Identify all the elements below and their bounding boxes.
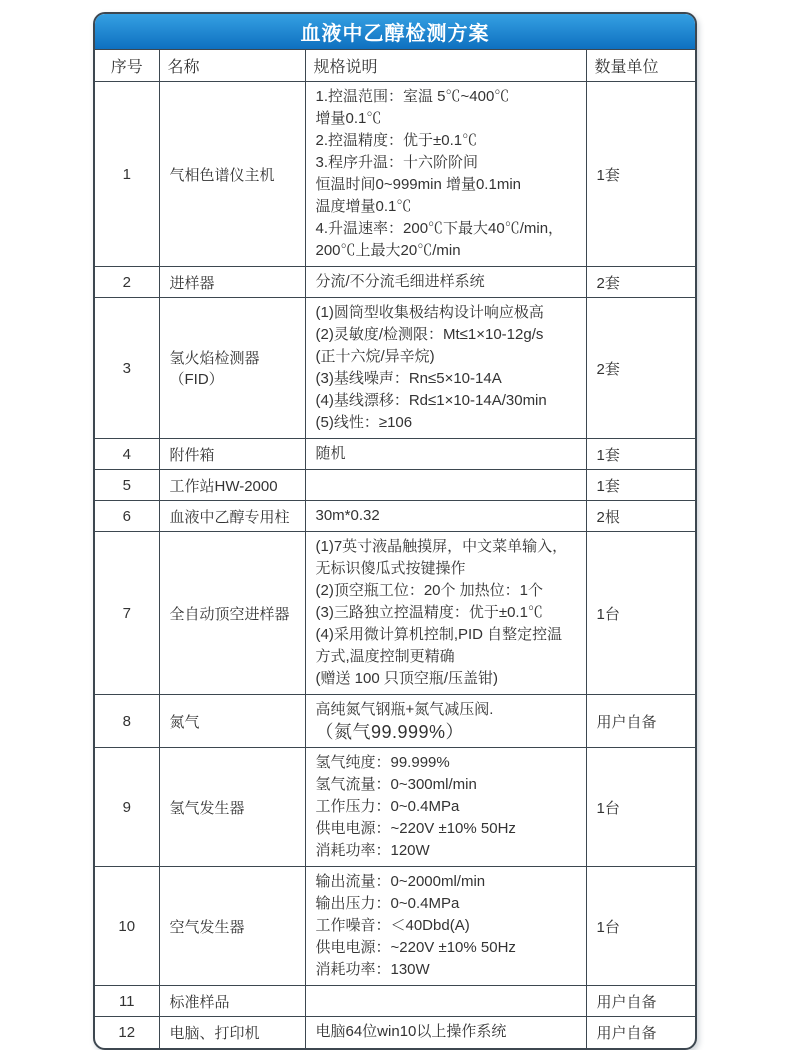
row-qty-cell: 2套: [586, 267, 697, 298]
row-spec-cell: [305, 267, 586, 298]
spec-line: 4.升温速率：200℃下最大40℃/min，: [315, 220, 564, 237]
table-row: [95, 695, 697, 748]
row-no-cell: 9: [95, 748, 159, 867]
spec-line: 温度增量0.1℃: [315, 198, 412, 215]
row-qty-cell: 1台: [586, 748, 697, 867]
row-name-cell: 标准样品: [159, 986, 305, 1017]
row-no-cell: 6: [95, 501, 159, 532]
spec-line: 2.控温精度：优于±0.1℃: [315, 132, 478, 149]
row-name-cell: 气相色谱仪主机: [159, 82, 305, 267]
spec-table-card: [93, 12, 697, 1050]
spec-line: 电脑64位win10以上操作系统: [315, 1023, 507, 1041]
table-row: [95, 439, 697, 470]
spec-line: 输出流量：0~2000ml/min: [315, 873, 486, 890]
row-name-cell: 工作站HW-2000: [159, 470, 305, 501]
row-spec-cell: [305, 748, 586, 867]
row-no-cell: 7: [95, 532, 159, 695]
spec-line: 200℃上最大20℃/min: [315, 242, 461, 259]
row-spec-cell: [305, 532, 586, 695]
row-qty-cell: 用户自备: [586, 695, 697, 748]
row-qty-cell: 1套: [586, 470, 697, 501]
table-row: [95, 867, 697, 986]
spec-line: (2)灵敏度/检测限：Mt≤1×10-12g/s: [315, 326, 544, 343]
row-no-cell: 1: [95, 82, 159, 267]
spec-line: 消耗功率：120W: [315, 842, 430, 859]
row-no-cell: 12: [95, 1017, 159, 1048]
row-spec-cell: [305, 439, 586, 470]
table-title-bar: [95, 14, 695, 50]
spec-line: 工作噪音：＜40Dbd(A): [315, 917, 470, 934]
row-no-cell: 3: [95, 298, 159, 439]
row-qty-cell: 2套: [586, 298, 697, 439]
row-name-cell: 电脑、打印机: [159, 1017, 305, 1048]
column-header-qty: 数量单位: [586, 50, 697, 82]
row-name-cell: 空气发生器: [159, 867, 305, 986]
column-header-name: 名称: [159, 50, 305, 82]
spec-line: (3)三路独立控温精度：优于±0.1℃: [315, 604, 543, 621]
spec-line: 工作压力：0~0.4MPa: [315, 798, 460, 815]
spec-line: (4)采用微计算机控制,PID 自整定控温: [315, 626, 563, 643]
row-name-cell: 附件箱: [159, 439, 305, 470]
row-no-cell: 8: [95, 695, 159, 748]
spec-line: 供电电源：~220V ±10% 50Hz: [315, 820, 516, 837]
spec-line: 消耗功率：130W: [315, 961, 430, 978]
spec-line: (3)基线噪声：Rn≤5×10-14A: [315, 370, 502, 387]
row-qty-cell: 2根: [586, 501, 697, 532]
table-row: [95, 748, 697, 867]
spec-line: 高纯氮气钢瓶+氮气减压阀.: [315, 701, 494, 718]
row-spec-cell: [305, 501, 586, 532]
spec-line: 3.程序升温：十六阶阶间: [315, 154, 479, 171]
spec-line: 无标识傻瓜式按键操作: [315, 560, 466, 577]
row-spec-cell: [305, 695, 586, 748]
row-qty-cell: 用户自备: [586, 986, 697, 1017]
row-name-cell: 氢火焰检测器（FID）: [159, 298, 305, 439]
row-qty-cell: 1套: [586, 439, 697, 470]
table-row: [95, 532, 697, 695]
row-spec-cell: [305, 470, 586, 501]
row-name-cell: 氢气发生器: [159, 748, 305, 867]
column-header-no: 序号: [95, 50, 159, 82]
row-qty-cell: 1台: [586, 532, 697, 695]
spec-line: (1)圆筒型收集极结构设计响应极高: [315, 304, 544, 321]
spec-line: 增量0.1℃: [315, 110, 382, 127]
spec-line: 分流/不分流毛细进样系统: [315, 273, 485, 290]
spec-line: 方式,温度控制更精确: [315, 648, 455, 665]
row-qty-cell: 1套: [586, 82, 697, 267]
row-spec-cell: [305, 82, 586, 267]
spec-line: 1.控温范围：室温 5℃~400℃: [315, 88, 510, 105]
row-no-cell: 11: [95, 986, 159, 1017]
table-row: [95, 267, 697, 298]
table-row: [95, 501, 697, 532]
row-name-cell: 血液中乙醇专用柱: [159, 501, 305, 532]
spec-line: (2)顶空瓶工位：20个 加热位：1个: [315, 582, 544, 599]
column-header-spec: 规格说明: [305, 50, 586, 82]
row-name-cell: 氮气: [159, 695, 305, 748]
row-name-cell: 全自动顶空进样器: [159, 532, 305, 695]
spec-line: 随机: [315, 445, 346, 462]
table-row: [95, 470, 697, 501]
spec-line: (4)基线漂移：Rd≤1×10-14A/30min: [315, 392, 547, 409]
table-header-row: [95, 50, 697, 82]
row-qty-cell: 1台: [586, 867, 697, 986]
spec-line: (5)线性：≥106: [315, 414, 413, 431]
row-spec-cell: [305, 1017, 586, 1048]
spec-line: 氢气纯度：99.999%: [315, 754, 450, 771]
spec-line: 30m*0.32: [315, 507, 380, 524]
spec-line: (正十六烷/异辛烷): [315, 348, 435, 365]
spec-line: 恒温时间0~999min 增量0.1min: [315, 176, 521, 193]
spec-line: 输出压力：0~0.4MPa: [315, 895, 460, 912]
row-no-cell: 2: [95, 267, 159, 298]
table-row: [95, 1017, 697, 1048]
spec-table-body: [95, 82, 697, 1048]
table-row: [95, 986, 697, 1017]
row-spec-cell: [305, 867, 586, 986]
spec-line: 供电电源：~220V ±10% 50Hz: [315, 939, 516, 956]
spec-line: (赠送 100 只顶空瓶/压盖钳): [315, 670, 499, 687]
spec-line: (1)7英寸液晶触摸屏，中文菜单输入，: [315, 538, 568, 555]
spec-table: [95, 50, 697, 1048]
spec-line: 氢气流量：0~300ml/min: [315, 776, 477, 793]
table-row: [95, 82, 697, 267]
row-no-cell: 10: [95, 867, 159, 986]
row-no-cell: 5: [95, 470, 159, 501]
row-spec-cell: [305, 298, 586, 439]
row-name-cell: 进样器: [159, 267, 305, 298]
page-title: 血液中乙醇检测方案: [300, 23, 490, 45]
spec-line: （氮气99.999%）: [315, 722, 465, 742]
table-row: [95, 298, 697, 439]
row-qty-cell: 用户自备: [586, 1017, 697, 1048]
row-no-cell: 4: [95, 439, 159, 470]
row-spec-cell: [305, 986, 586, 1017]
